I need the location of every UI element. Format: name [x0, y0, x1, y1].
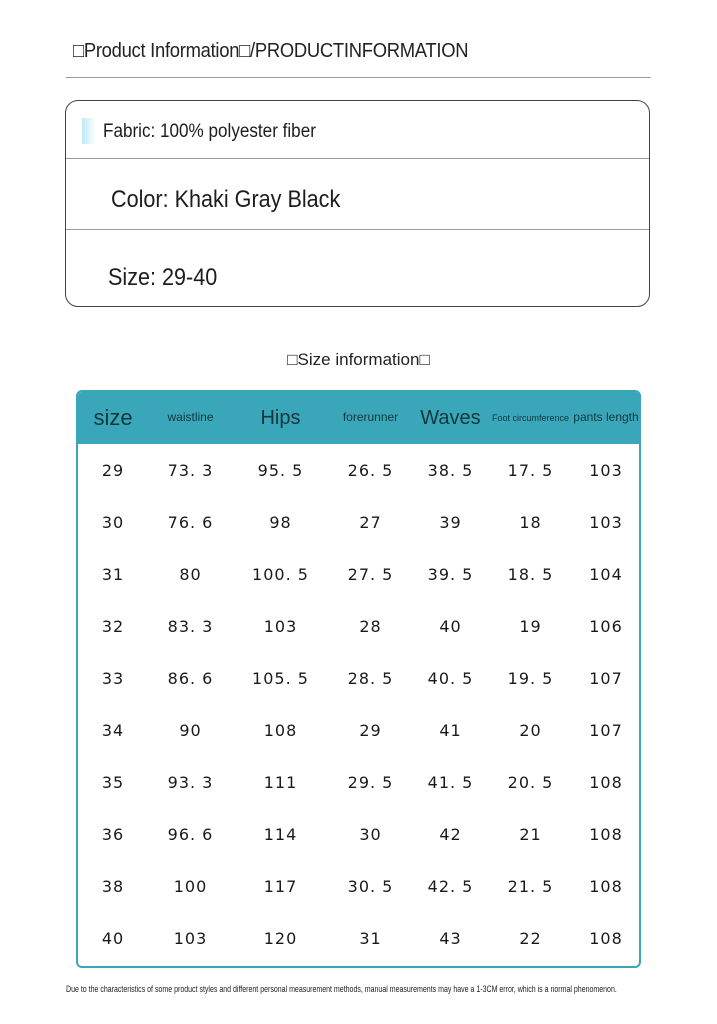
- table-cell: 108: [589, 824, 623, 844]
- table-cell: 43: [439, 928, 462, 948]
- column-header-waistline: waistline: [167, 410, 214, 425]
- table-cell: 22: [519, 928, 542, 948]
- table-cell: 41: [439, 720, 462, 740]
- table-cell: 108: [263, 720, 298, 740]
- table-cell: 39. 5: [427, 564, 474, 584]
- table-cell: 80: [179, 564, 202, 584]
- table-cell: 19. 5: [507, 668, 554, 688]
- product-info-box: [65, 100, 650, 307]
- table-row: [78, 808, 639, 860]
- table-cell: 38. 5: [427, 460, 474, 480]
- table-cell: 40: [101, 928, 125, 948]
- table-cell: 18: [519, 512, 542, 532]
- table-cell: 42. 5: [427, 876, 474, 896]
- table-cell: 107: [589, 720, 623, 740]
- table-cell: 114: [263, 824, 298, 844]
- color-row: [66, 158, 649, 230]
- table-cell: 83. 3: [167, 616, 214, 636]
- table-cell: 28: [359, 616, 382, 636]
- table-row: [78, 496, 639, 548]
- table-cell: 95. 5: [257, 460, 304, 480]
- table-cell: 103: [589, 460, 623, 480]
- table-cell: 30. 5: [347, 876, 394, 896]
- size-row: [66, 229, 649, 307]
- table-cell: 86. 6: [167, 668, 214, 688]
- fabric-row: [66, 101, 649, 159]
- size-section-title: □Size information□: [287, 350, 430, 369]
- table-cell: 117: [263, 876, 298, 896]
- table-cell: 104: [589, 564, 623, 584]
- table-cell: 107: [589, 668, 623, 688]
- table-cell: 33: [101, 668, 125, 688]
- table-cell: 73. 3: [167, 460, 214, 480]
- table-row: [78, 704, 639, 756]
- table-cell: 17. 5: [507, 460, 554, 480]
- table-cell: 32: [101, 616, 125, 636]
- table-cell: 21. 5: [507, 876, 554, 896]
- table-cell: 40. 5: [427, 668, 474, 688]
- header-divider: [66, 77, 651, 78]
- table-cell: 90: [179, 720, 202, 740]
- table-row: [78, 444, 639, 496]
- table-cell: 100. 5: [252, 564, 309, 584]
- color-text: Color: Khaki Gray Black: [111, 186, 341, 213]
- column-header-forerunner: forerunner: [342, 410, 399, 425]
- table-cell: 76. 6: [167, 512, 214, 532]
- table-cell: 28. 5: [347, 668, 394, 688]
- table-cell: 40: [439, 616, 462, 636]
- column-header-waves: Waves: [420, 406, 481, 429]
- table-row: [78, 600, 639, 652]
- table-cell: 38: [101, 876, 125, 896]
- table-row: [78, 652, 639, 704]
- table-header: [78, 392, 639, 444]
- table-cell: 31: [359, 928, 382, 948]
- table-cell: 35: [101, 772, 125, 792]
- table-row: [78, 860, 639, 912]
- table-cell: 20: [519, 720, 542, 740]
- table-cell: 108: [589, 928, 623, 948]
- table-row: [78, 548, 639, 600]
- table-cell: 111: [263, 772, 298, 792]
- table-cell: 96. 6: [167, 824, 214, 844]
- table-cell: 108: [589, 876, 623, 896]
- table-cell: 120: [263, 928, 298, 948]
- table-cell: 29. 5: [347, 772, 394, 792]
- table-cell: 18. 5: [507, 564, 554, 584]
- table-cell: 93. 3: [167, 772, 214, 792]
- table-cell: 103: [589, 512, 623, 532]
- table-cell: 42: [439, 824, 462, 844]
- table-cell: 34: [101, 720, 125, 740]
- column-header-hips: Hips: [260, 406, 301, 429]
- table-row: [78, 756, 639, 808]
- size-table: [76, 390, 641, 968]
- table-cell: 30: [101, 512, 125, 532]
- column-header-size: size: [93, 405, 133, 431]
- table-cell: 27: [359, 512, 382, 532]
- table-cell: 39: [439, 512, 462, 532]
- table-cell: 100: [173, 876, 208, 896]
- measurement-footnote: Due to the characteristics of some product styles and different personal measurement methods, manual measurements may have a 1-3CM error, which is a normal phenomenon.: [66, 984, 617, 994]
- table-cell: 105. 5: [252, 668, 309, 688]
- table-cell: 108: [589, 772, 623, 792]
- table-cell: 36: [101, 824, 125, 844]
- table-row: [78, 912, 639, 964]
- page-header-title: □Product Information□/PRODUCTINFORMATION: [73, 40, 469, 62]
- table-cell: 21: [519, 824, 542, 844]
- column-header-pants-length: pants length: [573, 410, 639, 425]
- table-cell: 19: [519, 616, 542, 636]
- table-cell: 20. 5: [507, 772, 554, 792]
- column-header-foot-circumference: Foot circumference: [491, 412, 570, 423]
- table-cell: 27. 5: [347, 564, 394, 584]
- table-cell: 31: [101, 564, 125, 584]
- table-cell: 29: [359, 720, 382, 740]
- table-cell: 29: [101, 460, 125, 480]
- table-cell: 41. 5: [427, 772, 474, 792]
- table-cell: 26. 5: [347, 460, 394, 480]
- table-cell: 30: [359, 824, 382, 844]
- table-cell: 98: [269, 512, 292, 532]
- table-cell: 103: [173, 928, 208, 948]
- table-cell: 106: [589, 616, 623, 636]
- size-text: Size: 29-40: [108, 264, 218, 291]
- accent-mark: [82, 118, 96, 144]
- table-cell: 103: [263, 616, 298, 636]
- fabric-text: Fabric: 100% polyester fiber: [103, 121, 316, 142]
